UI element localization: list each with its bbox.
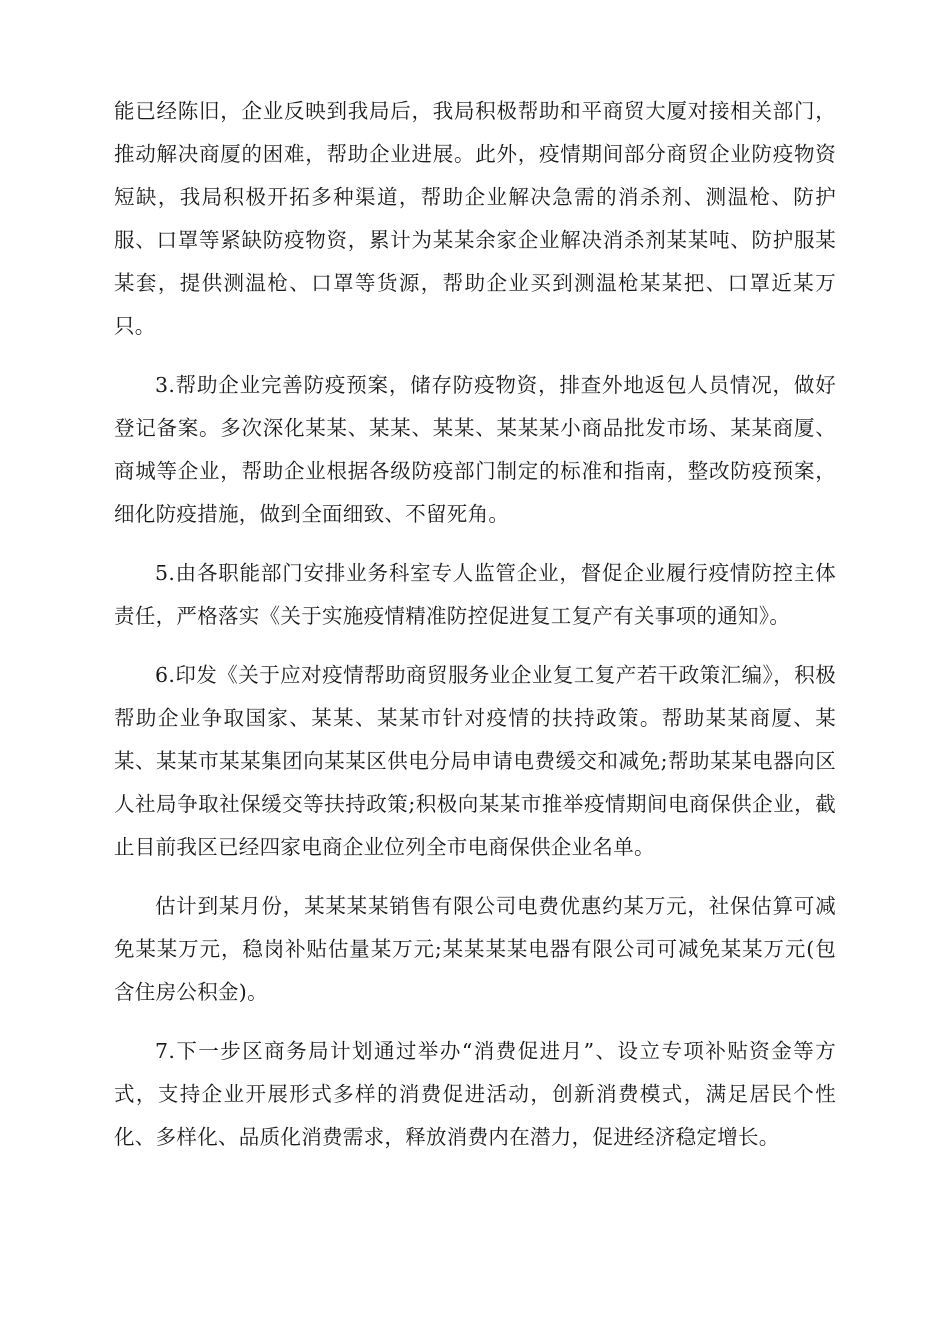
paragraph-item-3: 3.帮助企业完善防疫预案，储存防疫物资，排查外地返包人员情况，做好登记备案。多次深化某某、某某、某某、某某某小商品批发市场、某某商厦、商城等企业，帮助企业根据各级防疫部门制定的标准和指南，整改防疫预案，细化防疫措施，做到全面细致、不留死角。 [114,373,836,526]
paragraph-item-6: 6.印发《关于应对疫情帮助商贸服务业企业复工复产若干政策汇编》，积极帮助企业争取国家、某某、某某市针对疫情的扶持政策。帮助某某商厦、某某、某某市某某集团向某某区供电分局申请电费缓交和减免;帮助某某电器向区人社局争取社保缓交等扶持政策;积极向某某市推举疫情期间电商保供企业，截止目前我区已经四家电商企业位列全市电商保供企业名单。 [114,663,836,859]
document-body [114,90,836,1175]
paragraph-epidemic-supplies: 能已经陈旧，企业反映到我局后，我局积极帮助和平商贸大厦对接相关部门，推动解决商厦的困难，帮助企业进展。此外，疫情期间部分商贸企业防疫物资短缺，我局积极开拓多种渠道，帮助企业解决急需的消杀剂、测温枪、防护服、口罩等紧缺防疫物资，累计为某某余家企业解决消杀剂某某吨、防护服某某套，提供测温枪、口罩等货源，帮助企业买到测温枪某某把、口罩近某万只。 [114,99,836,338]
paragraph-item-7: 7.下一步区商务局计划通过举办“消费促进月”、设立专项补贴资金等方式，支持企业开展形式多样的消费促进活动，创新消费模式，满足居民个性化、多样化、品质化消费需求，释放消费内在潜力，促进经济稳定增长。 [114,1039,836,1149]
paragraph-estimate: 估计到某月份，某某某某销售有限公司电费优惠约某万元，社保估算可减免某某万元，稳岗补贴估量某万元;某某某某电器有限公司可减免某某万元(包含住房公积金)。 [114,894,836,1004]
paragraph-item-5: 5.由各职能部门安排业务科室专人监管企业，督促企业履行疫情防控主体责任，严格落实《关于实施疫情精准防控促进复工复产有关事项的通知》。 [114,561,836,628]
